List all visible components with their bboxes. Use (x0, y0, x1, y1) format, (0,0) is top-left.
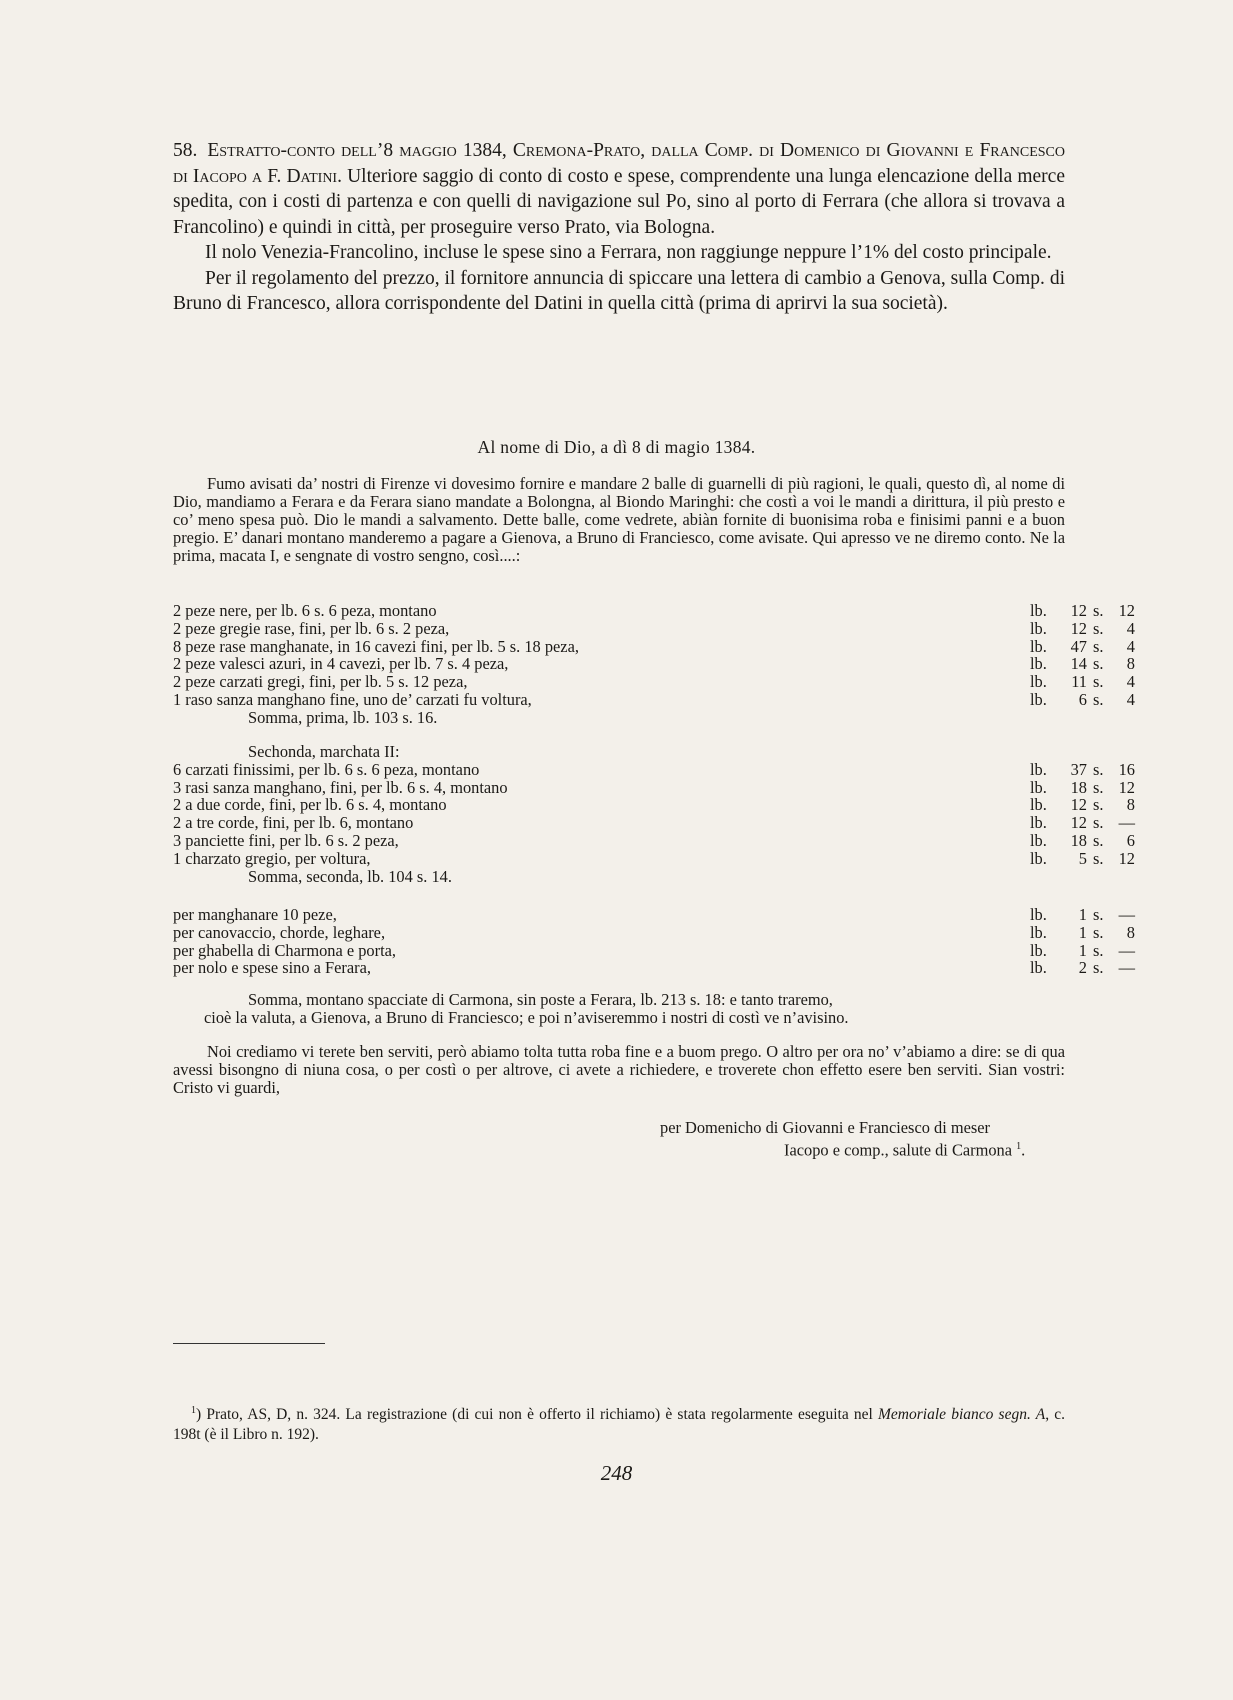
item-row (173, 940, 1135, 960)
lire-value: 6 (1078, 689, 1087, 709)
lire-value: 5 (1078, 848, 1087, 868)
soldi-value: — (1118, 813, 1135, 833)
item-description: 3 rasi sanza manghano, fini, per lb. 6 s. 4, montano (173, 777, 508, 797)
closing-paragraph (173, 1043, 1065, 1097)
lire-unit: lb. (1030, 601, 1047, 620)
subtotal: Somma, prima, lb. 103 s. 16. (248, 707, 438, 727)
signature-text: Iacopo e comp., salute di Carmona (784, 1140, 1013, 1160)
item-row (173, 922, 1135, 942)
soldi-value: 4 (1126, 672, 1135, 692)
soldi-value: 8 (1126, 654, 1135, 674)
item-description: per nolo e spese sino a Ferara, (173, 958, 371, 978)
letter-body (173, 475, 1065, 565)
letter-heading: Al nome di Dio, a dì 8 di magio 1384. (477, 437, 756, 457)
item-description: per canovaccio, chorde, leghare, (173, 922, 386, 942)
lire-value: 12 (1070, 601, 1087, 620)
soldi-unit: s. (1093, 958, 1104, 978)
intro-paragraph-3: Per il regolamento del prezzo, il fornitore annuncia di spiccare una lettera di cambio a Genova, sulla Comp. di Bruno di Francesco, allora corrispondente del Datini in quella città (prima di aprirvi la sua società). (173, 267, 1065, 314)
soldi-value: 12 (1118, 777, 1135, 797)
soldi-value: 8 (1126, 795, 1135, 815)
soldi-unit: s. (1093, 618, 1104, 638)
item-description: 1 raso sanza manghano fine, uno de’ carzati fu voltura, (173, 689, 532, 709)
intro-paragraph-1 (173, 138, 1065, 240)
soldi-unit: s. (1093, 777, 1104, 797)
section-title: Estratto-conto dell’8 maggio 1384, Cremona-Prato, dalla Comp. di Domenico di Giovanni e Francesco di Iacopo a F. Datini. (173, 140, 1065, 187)
list-heading-row (173, 743, 1065, 761)
item-description: 2 a due corde, fini, per lb. 6 s. 4, montano (173, 795, 447, 815)
lire-unit: lb. (1030, 759, 1047, 779)
item-row (173, 601, 1135, 620)
signature (660, 1118, 1025, 1159)
soldi-unit: s. (1093, 654, 1104, 674)
lire-value: 47 (1070, 636, 1087, 656)
soldi-unit: s. (1093, 795, 1104, 815)
soldi-unit: s. (1093, 922, 1104, 942)
lire-unit: lb. (1030, 777, 1047, 797)
item-row (173, 830, 1135, 850)
soldi-value: 8 (1126, 922, 1135, 942)
signature-end: . (1021, 1140, 1026, 1160)
item-row (173, 636, 1135, 656)
item-description: 1 charzato gregio, per voltura, (173, 848, 371, 868)
lire-unit: lb. (1030, 672, 1047, 692)
lire-unit: lb. (1030, 922, 1047, 942)
item-row (173, 848, 1135, 868)
item-row (173, 689, 1135, 709)
closing-text: Noi crediamo vi terete ben serviti, però abiamo tolta tutta roba fine e a buom prego. O altro per ora no’ v’abiamo a dire: se di qua avessi bisongno di niuna cosa, o per costì o per altrove, ci avete a richiedere, e troverete chon effetto esere ben serviti. Sian vostri: Cristo vi guardi, (173, 1042, 1065, 1097)
subtotal: Somma, seconda, lb. 104 s. 14. (248, 866, 452, 886)
item-description: per manghanare 10 peze, (173, 905, 337, 924)
lire-unit: lb. (1030, 940, 1047, 960)
soldi-value: — (1118, 905, 1135, 924)
item-row (173, 905, 1135, 924)
lire-value: 18 (1070, 777, 1087, 797)
soldi-value: 12 (1118, 601, 1135, 620)
item-row (173, 618, 1135, 638)
lire-unit: lb. (1030, 958, 1047, 978)
lire-value: 1 (1078, 905, 1087, 924)
page-number: 248 (600, 1461, 633, 1485)
soldi-unit: s. (1093, 813, 1104, 833)
soldi-value: 16 (1118, 759, 1135, 779)
letter-paragraph: Fumo avisati da’ nostri di Firenze vi dovesimo fornire e mandare 2 balle di guarnelli di più ragioni, le quali, questo dì, al nome di Dio, mandiamo a Ferara e da Ferara siano mandate a Bolongna, al Biondo Maringhi: che costì a voi le mandi a dirittura, il più presto e co’ meno spesa può. Dio le mandi a salvamento. Dette balle, come vedrete, abiàn fornite di buonisima roba e finisimi panni e a buon pregio. E’ danari montano manderemo a pagare a Gienova, a Bruno di Franciesco, come avisate. Qui apresso ve ne diremo conto. Ne la prima, macata I, e sengnate di vostro sengno, così....: (173, 474, 1065, 565)
subtotal-row (173, 868, 1065, 886)
soldi-unit: s. (1093, 848, 1104, 868)
item-description: 3 panciette fini, per lb. 6 s. 2 peza, (173, 830, 399, 850)
item-description: 2 peze nere, per lb. 6 s. 6 peza, montano (173, 601, 437, 620)
item-row (173, 777, 1135, 797)
costs-list (173, 905, 1135, 978)
lire-unit: lb. (1030, 905, 1047, 924)
lire-value: 18 (1070, 830, 1087, 850)
lire-unit: lb. (1030, 636, 1047, 656)
lire-value: 12 (1070, 813, 1087, 833)
item-row (173, 672, 1135, 692)
footnote-text-b: , c. 198t (è il Libro n. 192). (173, 1406, 1066, 1444)
footnote: $^1$) Prato, AS, D, n. 324. La registrazione (di cui non è offerto il richiamo) è stata regolarmente eseguita nel Memoriale bianco segn. A, c. 198t (è il Libro n. 192). (173, 1405, 1066, 1444)
soldi-value: 6 (1126, 830, 1135, 850)
total-line-2: cioè la valuta, a Gienova, a Bruno di Franciesco; e poi n’aviseremmo i nostri di costì ve n’avisino. (204, 1008, 849, 1027)
soldi-unit: s. (1093, 940, 1104, 960)
item-description: 2 peze valesci azuri, in 4 cavezi, per lb. 7 s. 4 peza, (173, 654, 509, 674)
signature-line-1: per Domenicho di Giovanni e Franciesco di meser (660, 1118, 990, 1137)
signature-line-2 (660, 1137, 1025, 1159)
lire-unit: lb. (1030, 618, 1047, 638)
intro-text-1: Ulteriore saggio di conto di costo e spese, comprendente una lunga elencazione della merce spedita, con i costi di partenza e con quelli di navigazione sul Po, sino al porto di Ferrara (che allora si trovava a Francolino) e quindi in città, per proseguire verso Prato, via Bologna. (173, 165, 1065, 238)
item-row (173, 958, 1135, 978)
soldi-unit: s. (1093, 830, 1104, 850)
item-row (173, 813, 1135, 833)
lire-value: 11 (1071, 672, 1087, 692)
lire-value: 1 (1078, 922, 1087, 942)
second-bale-list (173, 742, 1135, 886)
footnote-rule (173, 1343, 325, 1344)
lire-value: 12 (1070, 795, 1087, 815)
soldi-unit: s. (1093, 759, 1104, 779)
lire-value: 37 (1070, 759, 1087, 779)
footnote-mark: 1 (191, 1405, 196, 1416)
soldi-value: 4 (1126, 618, 1135, 638)
soldi-unit: s. (1093, 672, 1104, 692)
list-heading: Sechonda, marchata II: (248, 742, 400, 761)
footnote-text-a: Prato, AS, D, n. 324. La registrazione (di cui non è offerto il richiamo) è stata regolarmente eseguita nel (206, 1406, 873, 1424)
soldi-unit: s. (1093, 601, 1104, 620)
item-description: 6 carzati finissimi, per lb. 6 s. 6 peza, montano (173, 759, 480, 779)
lire-unit: lb. (1030, 813, 1047, 833)
item-row (173, 759, 1135, 779)
intro-paragraph-2: Il nolo Venezia-Francolino, incluse le spese sino a Ferrara, non raggiunge neppure l’1% del costo principale. (205, 242, 1052, 263)
lire-unit: lb. (1030, 848, 1047, 868)
item-description: 2 peze gregie rase, fini, per lb. 6 s. 2 peza, (173, 618, 450, 638)
item-description: 8 peze rase manghanate, in 16 cavezi fini, per lb. 5 s. 18 peza, (173, 636, 579, 656)
section-number: 58. (173, 140, 198, 161)
footnote-italic: Memoriale bianco segn. A (878, 1406, 1046, 1424)
subtotal-row (173, 709, 1065, 727)
soldi-value: — (1118, 958, 1135, 978)
lire-value: 2 (1078, 958, 1087, 978)
footnote-reference: 1 (1016, 1141, 1022, 1152)
soldi-value: 4 (1126, 689, 1135, 709)
section-intro (173, 138, 1065, 317)
lire-unit: lb. (1030, 795, 1047, 815)
soldi-value: — (1118, 940, 1135, 960)
lire-unit: lb. (1030, 689, 1047, 709)
item-description: 2 a tre corde, fini, per lb. 6, montano (173, 813, 414, 833)
soldi-unit: s. (1093, 689, 1104, 709)
item-row (173, 654, 1135, 674)
soldi-value: 12 (1118, 848, 1135, 868)
lire-value: 14 (1070, 654, 1087, 674)
first-bale-list (173, 601, 1135, 727)
item-row (173, 795, 1135, 815)
grand-total (173, 991, 1065, 1027)
lire-unit: lb. (1030, 830, 1047, 850)
lire-unit: lb. (1030, 654, 1047, 674)
item-description: per ghabella di Charmona e porta, (173, 940, 397, 960)
lire-value: 1 (1078, 940, 1087, 960)
soldi-value: 4 (1126, 636, 1135, 656)
total-line-1: Somma, montano spacciate di Carmona, sin poste a Ferara, lb. 213 s. 18: e tanto traremo, (248, 990, 833, 1009)
soldi-unit: s. (1093, 636, 1104, 656)
soldi-unit: s. (1093, 905, 1104, 924)
item-description: 2 peze carzati gregi, fini, per lb. 5 s. 12 peza, (173, 672, 468, 692)
lire-value: 12 (1070, 618, 1087, 638)
